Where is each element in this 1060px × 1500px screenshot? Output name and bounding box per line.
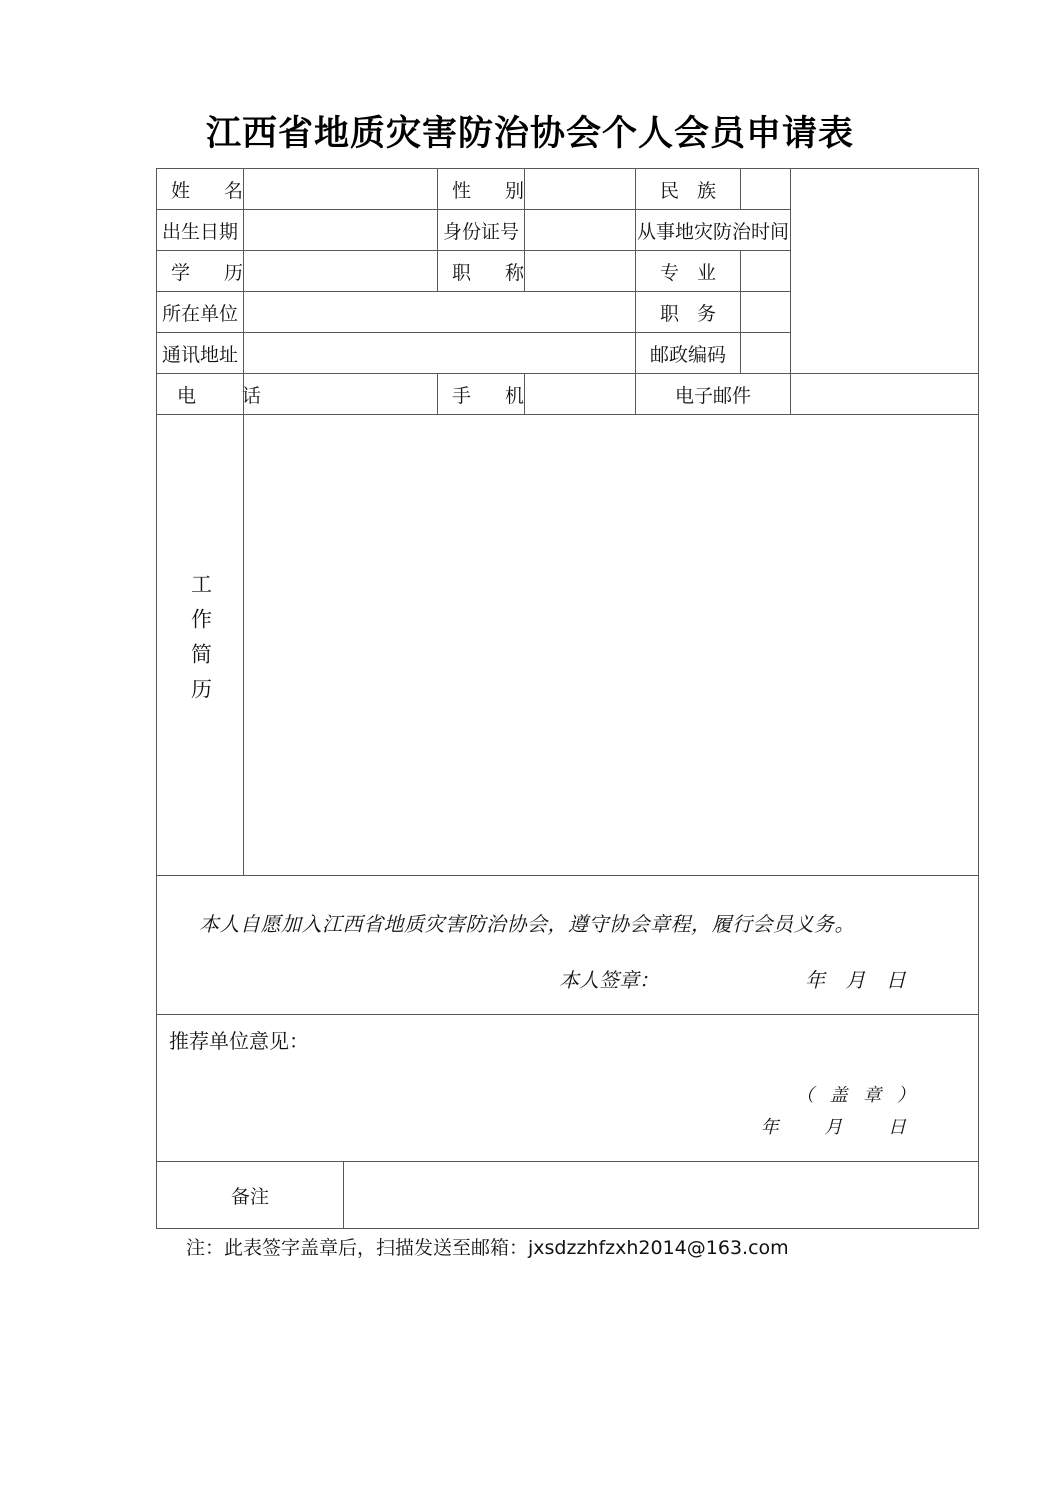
label-education: 学 历 bbox=[157, 251, 244, 292]
input-remark[interactable] bbox=[344, 1162, 979, 1229]
table-row bbox=[157, 374, 979, 415]
input-ethnicity[interactable] bbox=[741, 169, 791, 210]
label-remark: 备注 bbox=[157, 1162, 344, 1229]
declaration-date-label[interactable]: 年 月 日 bbox=[805, 968, 913, 992]
label-id-number: 身份证号 bbox=[438, 210, 525, 251]
label-mailing-address: 通讯地址 bbox=[157, 333, 244, 374]
input-birth-date[interactable] bbox=[244, 210, 438, 251]
label-birth-date: 出生日期 bbox=[157, 210, 244, 251]
label-gender: 性 别 bbox=[438, 169, 525, 210]
declaration-signature-label[interactable]: 本人签章： bbox=[559, 968, 659, 992]
input-gender[interactable] bbox=[525, 169, 636, 210]
recommendation-seal-label[interactable]: （ 盖 章 ） bbox=[795, 1085, 921, 1106]
input-work-unit[interactable] bbox=[244, 292, 636, 333]
input-education[interactable] bbox=[244, 251, 438, 292]
label-work-unit: 所在单位 bbox=[157, 292, 244, 333]
table-row bbox=[157, 169, 979, 210]
input-major[interactable] bbox=[741, 251, 791, 292]
page-title: 江西省地质灾害防治协会个人会员申请表 bbox=[205, 114, 854, 154]
input-postal-code[interactable] bbox=[741, 333, 791, 374]
label-email: 电子邮件 bbox=[636, 374, 791, 415]
input-work-resume[interactable] bbox=[244, 415, 979, 876]
table-row-recommendation bbox=[157, 1015, 979, 1162]
declaration-block bbox=[157, 876, 979, 1015]
label-position: 职 务 bbox=[636, 292, 741, 333]
label-mobile: 手 机 bbox=[438, 374, 525, 415]
label-work-resume-text: 工作简历 bbox=[188, 572, 213, 713]
photo-box[interactable] bbox=[791, 169, 979, 374]
label-years-in-field: 从事地灾防治时间 bbox=[636, 210, 791, 251]
input-mobile[interactable] bbox=[525, 374, 636, 415]
label-name: 姓 名 bbox=[157, 169, 244, 210]
label-work-resume bbox=[157, 415, 244, 876]
recommendation-date-label[interactable]: 年 月 日 bbox=[760, 1117, 927, 1138]
input-professional-title[interactable] bbox=[525, 251, 636, 292]
recommendation-block bbox=[157, 1015, 979, 1162]
input-position[interactable] bbox=[741, 292, 791, 333]
label-ethnicity: 民 族 bbox=[636, 169, 741, 210]
table-row-resume bbox=[157, 415, 979, 876]
label-major: 专 业 bbox=[636, 251, 741, 292]
table-row-declaration bbox=[157, 876, 979, 1015]
input-name[interactable] bbox=[244, 169, 438, 210]
declaration-statement: 本人自愿加入江西省地质灾害防治协会，遵守协会章程，履行会员义务。 bbox=[199, 912, 855, 936]
label-professional-title: 职 称 bbox=[438, 251, 525, 292]
input-id-number[interactable] bbox=[525, 210, 636, 251]
table-row-remark bbox=[157, 1162, 979, 1229]
member-application-table bbox=[156, 168, 979, 1229]
recommendation-title: 推荐单位意见： bbox=[169, 1029, 309, 1053]
label-postal-code: 邮政编码 bbox=[636, 333, 741, 374]
label-telephone: 电 话 bbox=[157, 374, 244, 415]
input-email[interactable] bbox=[791, 374, 979, 415]
footnote-email-instruction: 注：此表签字盖章后，扫描发送至邮箱：jxsdzzhfzxh2014@163.com bbox=[186, 1237, 789, 1259]
input-mailing-address[interactable] bbox=[244, 333, 636, 374]
